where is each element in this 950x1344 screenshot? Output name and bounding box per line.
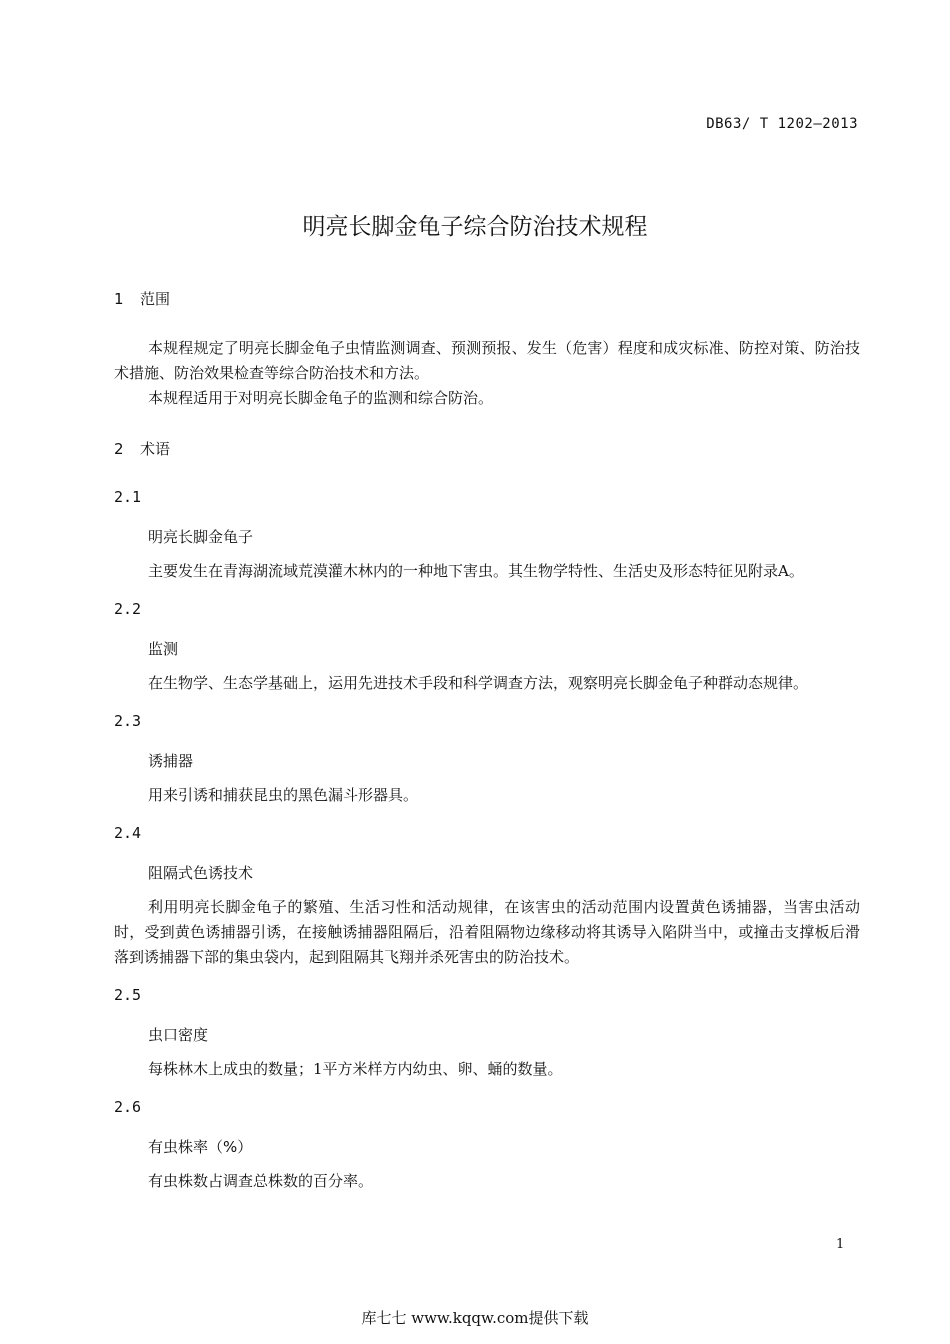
term-title: 监测 — [148, 640, 179, 658]
clause-number: 2.5 — [114, 986, 142, 1004]
section-heading-terms — [114, 438, 170, 459]
section-title: 范围 — [140, 290, 171, 308]
term-title: 诱捕器 — [148, 752, 194, 770]
section-number: 2 — [114, 440, 124, 458]
term-title: 阻隔式色诱技术 — [148, 864, 254, 882]
term-title: 有虫株率（%） — [148, 1138, 253, 1156]
page-number: 1 — [836, 1237, 845, 1252]
section-title: 术语 — [140, 440, 171, 458]
standard-code: DB63/ T 1202—2013 — [706, 116, 858, 132]
term-definition: 每株林木上成虫的数量；1平方米样方内幼虫、卵、蛹的数量。 — [148, 1060, 563, 1078]
clause-number: 2.2 — [114, 600, 142, 618]
scope-paragraph-2: 本规程适用于对明亮长脚金龟子的监测和综合防治。 — [148, 389, 494, 407]
term-title: 明亮长脚金龟子 — [148, 528, 254, 546]
clause-number: 2.1 — [114, 488, 142, 506]
term-definition: 用来引诱和捕获昆虫的黑色漏斗形器具。 — [148, 786, 419, 804]
term-title: 虫口密度 — [148, 1026, 209, 1044]
section-number: 1 — [114, 290, 124, 308]
scope-paragraph-1: 本规程规定了明亮长脚金龟子虫情监测调查、预测预报、发生（危害）程度和成灾标准、防控对策、防治技术措施、防治效果检查等综合防治技术和方法。 — [114, 339, 860, 382]
term-definition: 有虫株数占调查总株数的百分率。 — [148, 1172, 374, 1190]
term-definition: 利用明亮长脚金龟子的繁殖、生活习性和活动规律，在该害虫的活动范围内设置黄色诱捕器，当害虫活动时，受到黄色诱捕器引诱，在接触诱捕器阻隔后，沿着阻隔物边缘移动将其诱导入陷阱当中，或撞击支撑板后滑落到诱捕器下部的集虫袋内，起到阻隔其飞翔并杀死害虫的防治技术。 — [114, 898, 860, 966]
term-definition: 主要发生在青海湖流域荒漠灌木林内的一种地下害虫。其生物学特性、生活史及形态特征见附录A。 — [148, 562, 804, 580]
document-title: 明亮长脚金龟子综合防治技术规程 — [302, 214, 648, 240]
section-heading-scope — [114, 288, 170, 309]
term-definition: 在生物学、生态学基础上，运用先进技术手段和科学调查方法，观察明亮长脚金龟子种群动态规律。 — [148, 674, 809, 692]
clause-number: 2.3 — [114, 712, 142, 730]
footer-watermark: 库七七 www.kqqw.com提供下载 — [361, 1309, 589, 1327]
clause-number: 2.6 — [114, 1098, 142, 1116]
clause-number: 2.4 — [114, 824, 142, 842]
